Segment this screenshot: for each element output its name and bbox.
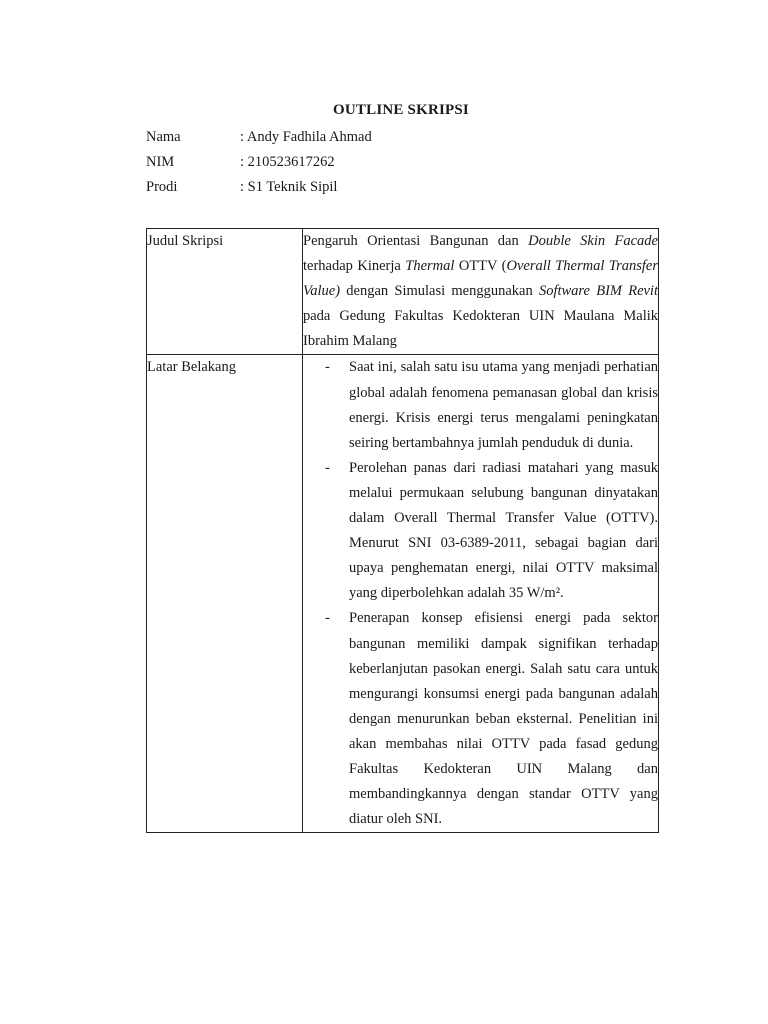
info-row-prodi [146, 175, 372, 200]
judul-text-italic: Thermal [405, 258, 455, 275]
info-row-nama [146, 125, 372, 150]
judul-text: terhadap Kinerja [303, 258, 406, 275]
bullet-text: Saat ini, salah satu isu utama yang menjadi perhatian global adalah fenomena pemanasan global dan krisis energi. Krisis energi terus mengalami peningkatan seiring bertambahnya jumlah penduduk di dunia. [349, 359, 658, 451]
outline-table [146, 228, 659, 833]
judul-text-italic: Double Skin Facade [528, 233, 658, 249]
list-item [303, 606, 658, 832]
info-value-nim: : 210523617262 [240, 154, 335, 170]
bullet-text: Perolehan panas dari radiasi matahari yang masuk melalui permukaan selubung bangunan dinyatakan dalam Overall Thermal Transfer Value (OTTV). Menurut SNI 03-6389-2011, sebagai bagian dari upaya penghematan energi, nilai OTTV maksimal yang diperbolehkan adalah 35 W/m². [349, 459, 658, 602]
judul-text: pada Gedung Fakultas Kedokteran UIN Maulana Malik Ibrahim Malang [303, 308, 658, 350]
latar-content [303, 355, 659, 833]
judul-text: OTTV ( [454, 258, 507, 275]
info-row-nim [146, 150, 372, 175]
info-label-nim: NIM [146, 154, 175, 170]
judul-label: Judul Skripsi [147, 229, 303, 355]
bullet-dash: - [325, 610, 330, 627]
bullet-text: Penerapan konsep efisiensi energi pada sektor bangunan memiliki dampak signifikan terhadap keberlanjutan pasokan energi. Salah satu cara untuk mengurangi konsumsi energi pada bangunan adalah dengan menurunkan beban eksternal. Penelitian ini akan membahas nilai OTTV pada fasad gedung Fakultas Kedokteran UIN Malang dan membandingkannya dengan standar OTTV yang diatur oleh SNI. [349, 610, 658, 828]
info-label-prodi: Prodi [146, 179, 178, 195]
info-value-nama: : Andy Fadhila Ahmad [240, 129, 372, 145]
table-row-judul [147, 229, 659, 355]
latar-label: Latar Belakang [147, 355, 303, 833]
info-value-prodi: : S1 Teknik Sipil [240, 179, 338, 195]
judul-content [303, 229, 659, 355]
judul-text-italic: Software BIM Revit [538, 283, 658, 300]
judul-text-italic: Overall Thermal Transfer Value) [303, 258, 658, 300]
bullet-dash: - [325, 359, 330, 376]
bullet-dash: - [325, 459, 330, 476]
latar-bullet-list [303, 355, 658, 832]
student-info [146, 125, 372, 200]
judul-text: Pengaruh Orientasi Bangunan dan [303, 233, 529, 249]
page-title: OUTLINE SKRIPSI [333, 102, 469, 118]
judul-text: dengan Simulasi menggunakan [340, 283, 539, 300]
list-item [303, 355, 658, 455]
list-item [303, 456, 658, 607]
table-row-latar [147, 355, 659, 833]
info-label-nama: Nama [146, 129, 181, 145]
